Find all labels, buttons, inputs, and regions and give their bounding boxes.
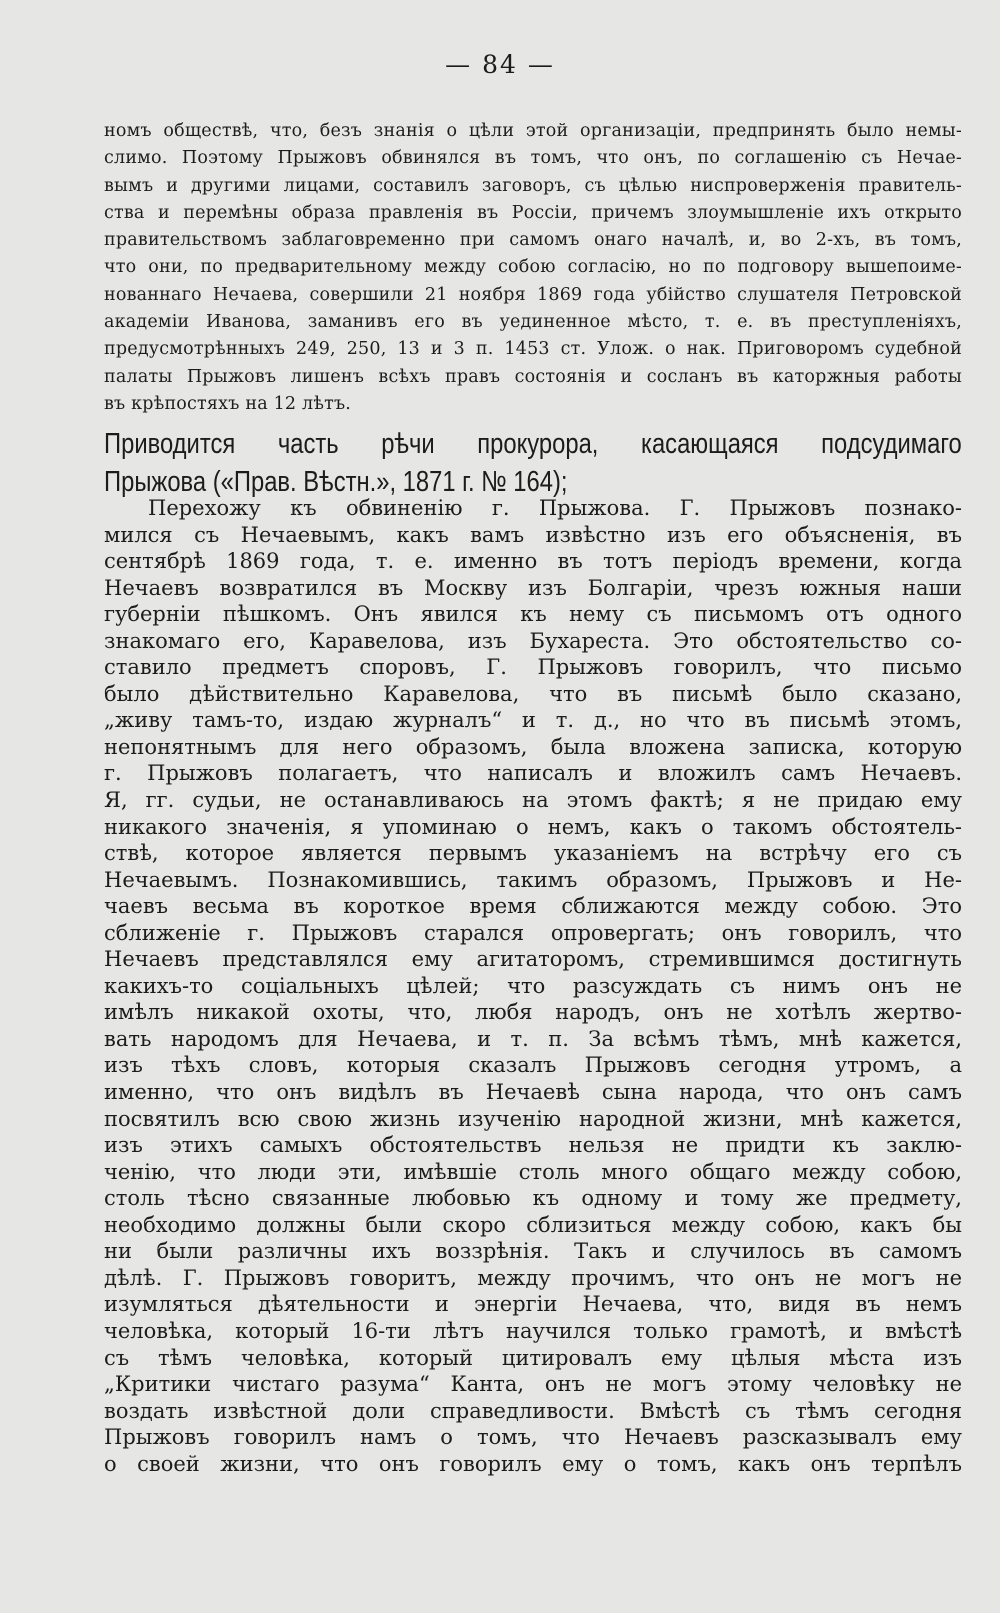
text-line: именно, что онъ видѣлъ въ Нечаевѣ сына народа, что онъ самъ	[104, 1080, 962, 1105]
text-line: изъ тѣхъ словъ, которыя сказалъ Прыжовъ сегодня утромъ, а	[104, 1053, 962, 1078]
text-line: нованнаго Нечаева, совершили 21 ноября 1869 года убійство слушателя Петровской	[104, 284, 962, 305]
text-line: ставило предметъ споровъ, Г. Прыжовъ говорилъ, что письмо	[104, 655, 962, 680]
text-line: никакого значенія, я упоминаю о немъ, какъ о такомъ обстоятель-	[104, 814, 962, 839]
text-line: Нечаевымъ. Познакомившись, такимъ образомъ, Прыжовъ и Не-	[104, 867, 962, 892]
text-line: непонятнымъ для него образомъ, была вложена записка, которую	[104, 734, 962, 759]
text-line: слимо. Поэтому Прыжовъ обвинялся въ томъ, что онъ, по соглашенію съ Нечае-	[104, 148, 962, 169]
text-line: номъ обществѣ, что, безъ знанія о цѣли этой организаціи, предпринять было немы-	[104, 121, 962, 141]
intro-paragraph	[104, 118, 962, 418]
text-line: ченію, что люди эти, имѣвшіе столь много общаго между собою,	[104, 1159, 962, 1184]
text-line: необходимо должны были скоро сблизиться между собою, какъ бы	[104, 1212, 962, 1237]
text-line: имѣлъ никакой охоты, что, любя народъ, онъ не хотѣлъ жертво-	[104, 1000, 962, 1025]
text-line: сентябрѣ 1869 года, т. е. именно въ тотъ періодъ времени, когда	[104, 549, 962, 574]
text-line: предусмотрѣнныхъ 249, 250, 13 и 3 п. 1453 ст. Улож. о нак. Приговоромъ судебной	[104, 339, 962, 360]
text-line: ства и перемѣны образа правленія въ Россіи, причемъ злоумышленіе ихъ открыто	[104, 202, 962, 223]
text-line: ствѣ, которое является первымъ указаніемъ на встрѣчу его съ	[104, 841, 962, 866]
text-line: мился съ Нечаевымъ, какъ вамъ извѣстно изъ его объясненія, въ	[104, 522, 962, 547]
text-line: о своей жизни, что онъ говорилъ ему о томъ, какъ онъ терпѣлъ	[104, 1451, 962, 1476]
text-line: столь тѣсно связанные любовью къ одному и тому же предмету,	[104, 1186, 962, 1211]
text-line: Нечаевъ представлялся ему агитаторомъ, стремившимся достигнуть	[104, 947, 962, 972]
text-line: правительствомъ заблаговременно при самомъ онаго началѣ, и, во 2-хъ, въ томъ,	[104, 230, 962, 251]
heading-line: Приводится часть рѣчи прокурора, касающаяся подсудимаго	[104, 428, 962, 460]
text-line: дѣлѣ. Г. Прыжовъ говоритъ, между прочимъ, что онъ не могъ не	[104, 1265, 962, 1290]
text-line: губерніи пѣшкомъ. Онъ явился къ нему съ письмомъ отъ одного	[104, 602, 962, 627]
text-line: г. Прыжовъ полагаетъ, что написалъ и вложилъ самъ Нечаевъ.	[104, 761, 962, 786]
text-line: „Критики чистаго разума“ Канта, онъ не могъ этому человѣку не	[104, 1372, 962, 1397]
section-heading	[104, 425, 962, 501]
text-line: сближеніе г. Прыжовъ старался опровергать; онъ говорилъ, что	[104, 920, 962, 945]
text-line: что они, по предварительному между собою согласію, но по подговору вышепоиме-	[104, 257, 962, 278]
text-line: ни были различны ихъ воззрѣнія. Такъ и случилось въ самомъ	[104, 1239, 962, 1264]
text-line: „живу тамъ-то, издаю журналъ“ и т. д., но что въ письмѣ этомъ,	[104, 708, 962, 733]
page-number: — 84 —	[445, 50, 555, 79]
heading-line: Прыжова («Прав. Вѣстн.», 1871 г. № 164);	[104, 466, 568, 498]
text-line: чаевъ весьма въ короткое время сближаются между собою. Это	[104, 894, 962, 919]
text-line: Прыжовъ говорилъ намъ о томъ, что Нечаевъ разсказывалъ ему	[104, 1425, 962, 1450]
prosecutor-speech	[104, 495, 962, 1477]
text-line: какихъ-то соціальныхъ цѣлей; что разсуждать съ нимъ онъ не	[104, 973, 962, 998]
text-line: академіи Иванова, заманивъ его въ уединенное мѣсто, т. е. въ преступленіяхъ,	[104, 312, 962, 333]
text-line: съ тѣмъ человѣка, который цитировалъ ему цѣлыя мѣста изъ	[104, 1345, 962, 1370]
text-line: человѣка, который 16-ти лѣтъ научился только грамотѣ, и вмѣстѣ	[104, 1318, 962, 1343]
text-line: вать народомъ для Нечаева, и т. п. За всѣмъ тѣмъ, мнѣ кажется,	[104, 1026, 962, 1051]
text-line: было дѣйствительно Каравелова, что въ письмѣ было сказано,	[104, 681, 962, 706]
text-line: вымъ и другими лицами, составилъ заговоръ, съ цѣлью ниспроверженія правитель-	[104, 175, 962, 196]
text-line: изъ этихъ самыхъ обстоятельствъ нельзя не придти къ заклю-	[104, 1133, 962, 1158]
text-line: Нечаевъ возвратился въ Москву изъ Болгаріи, чрезъ южныя наши	[104, 575, 962, 600]
text-line: изумляться дѣятельности и энергіи Нечаева, что, видя въ немъ	[104, 1292, 962, 1317]
text-line: въ крѣпостяхъ на 12 лѣтъ.	[104, 393, 352, 414]
text-line: палаты Прыжовъ лишенъ всѣхъ правъ состоянія и сосланъ въ каторжныя работы	[104, 366, 962, 387]
text-line: воздать извѣстной доли справедливости. Вмѣстѣ съ тѣмъ сегодня	[104, 1398, 962, 1423]
text-line: Перехожу къ обвиненію г. Прыжова. Г. Прыжовъ познако-	[148, 496, 962, 520]
text-line: знакомаго его, Каравелова, изъ Бухареста. Это обстоятельство со-	[104, 628, 962, 653]
text-line: посвятилъ всю свою жизнь изученію народной жизни, мнѣ кажется,	[104, 1106, 962, 1131]
text-line: Я, гг. судьи, не останавливаюсь на этомъ фактѣ; я не придаю ему	[104, 788, 962, 813]
